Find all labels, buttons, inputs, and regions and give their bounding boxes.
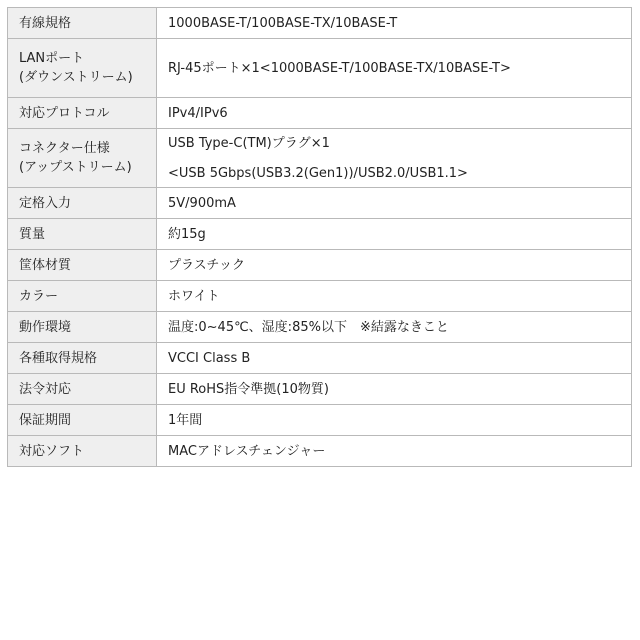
spec-row-operating-environment [8, 312, 632, 343]
spec-label [8, 129, 157, 188]
spec-value-line: USB Type-C(TM)プラグ×1 [168, 135, 330, 151]
spec-value-line: 温度:0~45℃、湿度:85%以下 ※結露なきこと [168, 319, 449, 335]
spec-label-line: 対応ソフト [19, 443, 85, 459]
spec-value-line: 1年間 [168, 412, 203, 428]
spec-value [157, 98, 632, 129]
spec-row-protocol [8, 98, 632, 129]
spec-label [8, 405, 157, 436]
spec-value [157, 188, 632, 219]
spec-row-connector [8, 129, 632, 188]
spec-label-line: 各種取得規格 [19, 350, 98, 366]
spec-row-housing-material [8, 250, 632, 281]
spec-value [157, 129, 632, 188]
spec-label-line: 有線規格 [19, 15, 72, 31]
spec-row-color [8, 281, 632, 312]
spec-row-certifications [8, 343, 632, 374]
spec-row-software [8, 436, 632, 467]
spec-label-line: 動作環境 [19, 319, 72, 335]
spec-label [8, 343, 157, 374]
spec-row-warranty [8, 405, 632, 436]
spec-table [7, 7, 632, 467]
spec-label-line: 筐体材質 [19, 257, 72, 273]
spec-value [157, 39, 632, 98]
spec-label-line: 質量 [19, 226, 46, 242]
spec-label [8, 374, 157, 405]
spec-value [157, 281, 632, 312]
spec-value [157, 8, 632, 39]
spec-value-line: EU RoHS指令準拠(10物質) [168, 381, 329, 397]
spec-label-line: (ダウンストリーム) [19, 70, 133, 85]
spec-value-line: プラスチック [168, 257, 245, 273]
spec-label [8, 219, 157, 250]
spec-value-line: 1000BASE-T/100BASE-TX/10BASE-T [168, 15, 398, 31]
spec-label-line: 保証期間 [19, 412, 72, 428]
spec-label-line: 法令対応 [19, 381, 72, 397]
spec-row-rated-input [8, 188, 632, 219]
spec-value [157, 405, 632, 436]
spec-value [157, 374, 632, 405]
spec-value-line: RJ-45ポート×1<1000BASE-T/100BASE-TX/10BASE-T> [168, 60, 511, 76]
spec-value-line: 5V/900mA [168, 195, 236, 211]
spec-value-line: ホワイト [168, 288, 220, 304]
spec-label [8, 98, 157, 129]
spec-label-line: 対応プロトコル [19, 105, 110, 121]
spec-value-line: <USB 5Gbps(USB3.2(Gen1))/USB2.0/USB1.1> [168, 165, 468, 181]
spec-label [8, 436, 157, 467]
spec-value [157, 312, 632, 343]
spec-row-weight [8, 219, 632, 250]
spec-value-line: VCCI Class B [168, 350, 251, 366]
spec-value [157, 343, 632, 374]
spec-label [8, 250, 157, 281]
spec-value-line: MACアドレスチェンジャー [168, 443, 326, 459]
spec-label-line: (アップストリーム) [19, 160, 132, 175]
spec-label [8, 281, 157, 312]
spec-label [8, 39, 157, 98]
spec-value [157, 219, 632, 250]
spec-value [157, 250, 632, 281]
spec-label [8, 8, 157, 39]
spec-value-line: 約15g [168, 226, 206, 242]
spec-row-wired-standard [8, 8, 632, 39]
spec-value [157, 436, 632, 467]
spec-value-line: IPv4/IPv6 [168, 105, 228, 121]
spec-label-line: コネクター仕様 [19, 141, 110, 156]
spec-row-lan-port [8, 39, 632, 98]
spec-label [8, 188, 157, 219]
spec-label-line: カラー [19, 288, 59, 304]
spec-row-regulatory [8, 374, 632, 405]
spec-label [8, 312, 157, 343]
spec-label-line: 定格入力 [19, 195, 72, 211]
spec-label-line: LANポート [19, 51, 85, 66]
